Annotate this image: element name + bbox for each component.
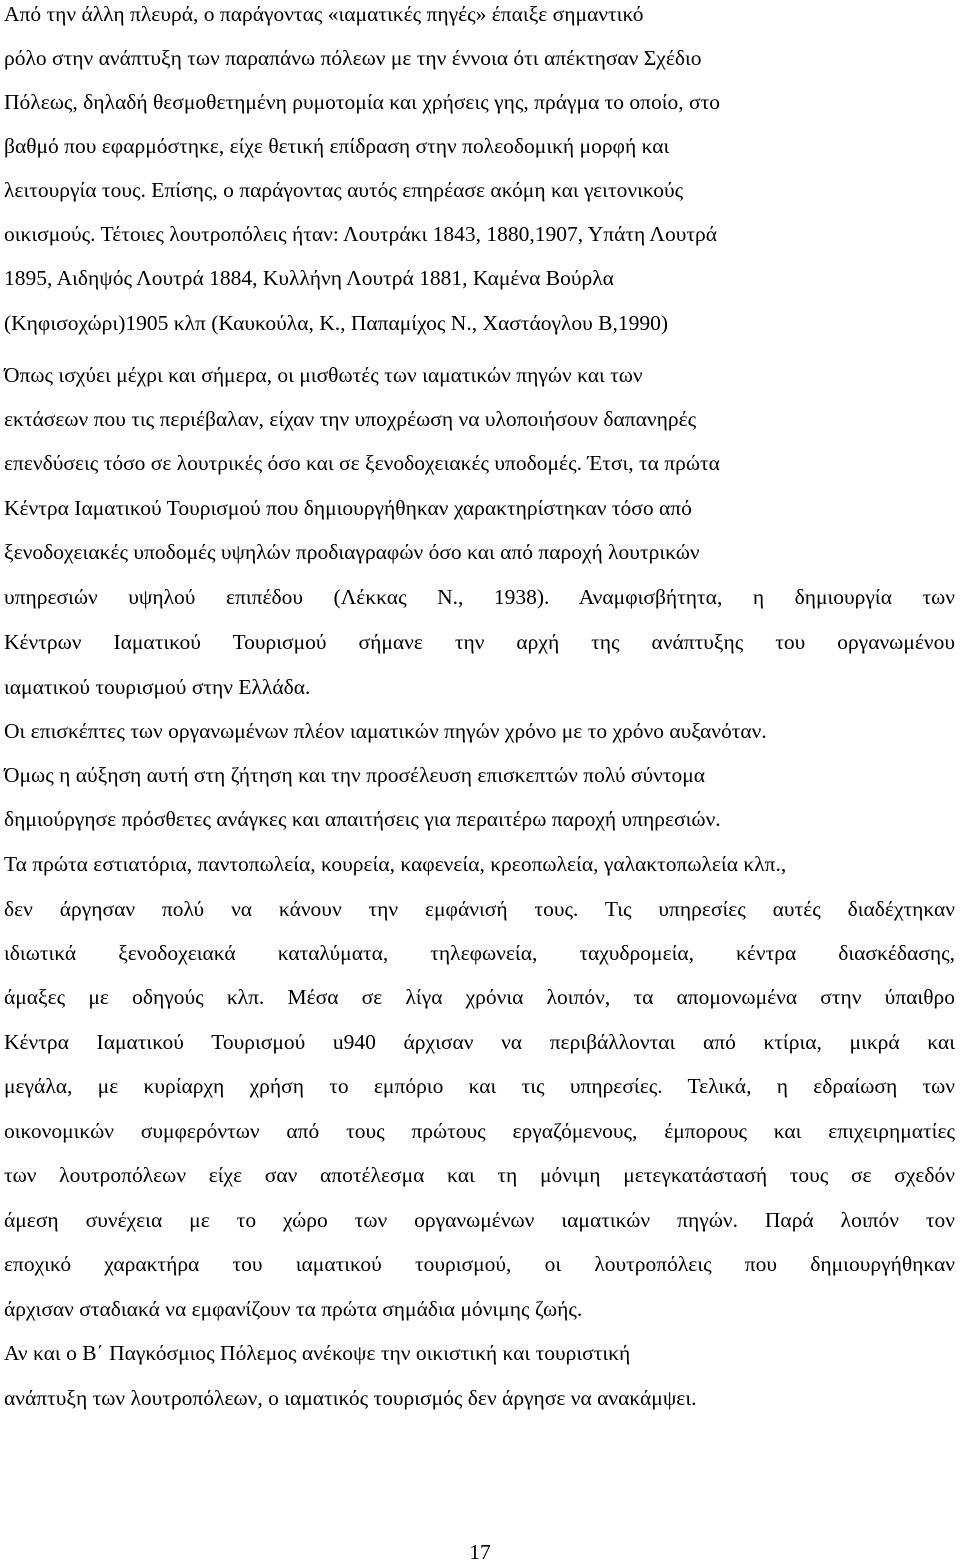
text-line: Κέντρων Ιαματικού Τουρισμού σήμανε την αρχή της ανάπτυξης του οργανωμένου [4, 630, 955, 654]
text-line: Όπως ισχύει μέχρι και σήμερα, οι μισθωτές των ιαματικών πηγών και των [4, 363, 643, 387]
text-line: Οι επισκέπτες των οργανωμένων πλέον ιαματικών πηγών χρόνο με το χρόνο αυξανόταν. [4, 719, 767, 743]
text-line: άμεση συνέχεια με το χώρο των οργανωμένων ιαματικών πηγών. Παρά λοιπόν τον [4, 1208, 955, 1232]
text-line: εκτάσεων που τις περιέβαλαν, είχαν την υποχρέωση να υλοποιήσουν δαπανηρές [4, 407, 697, 431]
text-line: άρχισαν σταδιακά να εμφανίζουν τα πρώτα σημάδια μόνιμης ζωής. [4, 1297, 583, 1321]
text-line: ρόλο στην ανάπτυξη των παραπάνω πόλεων με την έννοια ότι απέκτησαν Σχέδιο [4, 46, 702, 70]
text-line: 1895, Αιδηψός Λουτρά 1884, Κυλλήνη Λουτρά 1881, Καμένα Βούρλα [4, 266, 614, 290]
text-line: δημιούργησε πρόσθετες ανάγκες και απαιτήσεις για περαιτέρω παροχή υπηρεσιών. [4, 807, 721, 831]
text-line: Όμως η αύξηση αυτή στη ζήτηση και την προσέλευση επισκεπτών πολύ σύντομα [4, 763, 706, 787]
text-line: λειτουργία τους. Επίσης, ο παράγοντας αυτός επηρέασε ακόμη και γειτονικούς [4, 178, 684, 202]
text-line: εποχικό χαρακτήρα του ιαματικού τουρισμού, οι λουτροπόλεις που δημιουργήθηκαν [4, 1252, 955, 1276]
page-number: 17 [469, 1540, 491, 1564]
text-line: (Κηφισοχώρι)1905 κλπ (Καυκούλα, Κ., Παπαμίχος Ν., Χαστάογλου Β,1990) [4, 311, 669, 335]
text-line: δεν άργησαν πολύ να κάνουν την εμφάνισή τους. Τις υπηρεσίες αυτές διαδέχτηκαν [4, 897, 955, 921]
text-line: ξενοδοχειακές υποδομές υψηλών προδιαγραφών όσο και από παροχή λουτρικών [4, 540, 700, 564]
text-line: Από την άλλη πλευρά, ο παράγοντας «ιαματικές πηγές» έπαιξε σημαντικό [4, 2, 644, 26]
text-line: βαθμό που εφαρμόστηκε, είχε θετική επίδραση στην πολεοδομική μορφή και [4, 134, 670, 158]
text-line: οικονομικών συμφερόντων από τους πρώτους εργαζόμενους, έμπορους και επιχειρηματίες [4, 1119, 955, 1143]
text-line: ιδιωτικά ξενοδοχειακά καταλύματα, τηλεφωνεία, ταχυδρομεία, κέντρα διασκέδασης, [4, 941, 955, 965]
text-line: οικισμούς. Τέτοιες λουτροπόλεις ήταν: Λουτράκι 1843, 1880,1907, Υπάτη Λουτρά [4, 222, 718, 246]
text-line: ανάπτυξη των λουτροπόλεων, ο ιαματικός τουρισμός δεν άργησε να ανακάμψει. [4, 1386, 697, 1410]
text-line: επενδύσεις τόσο σε λουτρικές όσο και σε ξενοδοχειακές υποδομές. Έτσι, τα πρώτα [4, 451, 720, 475]
text-line: υπηρεσιών υψηλού επιπέδου (Λέκκας Ν., 1938). Αναμφισβήτητα, η δημιουργία των [4, 585, 955, 609]
text-line: των λουτροπόλεων είχε σαν αποτέλεσμα και τη μόνιμη μετεγκατάστασή τους σε σχεδόν [4, 1163, 955, 1187]
text-line: Κέντρα Ιαματικού Τουρισμού που δημιουργήθηκαν χαρακτηρίστηκαν τόσο από [4, 496, 692, 520]
text-line: μεγάλα, με κυρίαρχη χρήση το εμπόριο και τις υπηρεσίες. Τελικά, η εδραίωση των [4, 1074, 955, 1098]
text-line: άμαξες με οδηγούς κλπ. Μέσα σε λίγα χρόνια λοιπόν, τα απομονωμένα στην ύπαιθρο [4, 985, 955, 1009]
text-line: ιαματικού τουρισμού στην Ελλάδα. [4, 675, 311, 699]
text-line: Κέντρα Ιαματικού Τουρισμού u940 άρχισαν να περιβάλλονται από κτίρια, μικρά και [4, 1030, 955, 1054]
text-line: Πόλεως, δηλαδή θεσμοθετημένη ρυμοτομία και χρήσεις γης, πράγμα το οποίο, στο [4, 90, 721, 114]
text-line: Τα πρώτα εστιατόρια, παντοπωλεία, κουρεία, καφενεία, κρεοπωλεία, γαλακτοπωλεία κλπ., [4, 852, 787, 876]
text-line: Αν και ο Β΄ Παγκόσμιος Πόλεμος ανέκοψε την οικιστική και τουριστική [4, 1341, 631, 1365]
